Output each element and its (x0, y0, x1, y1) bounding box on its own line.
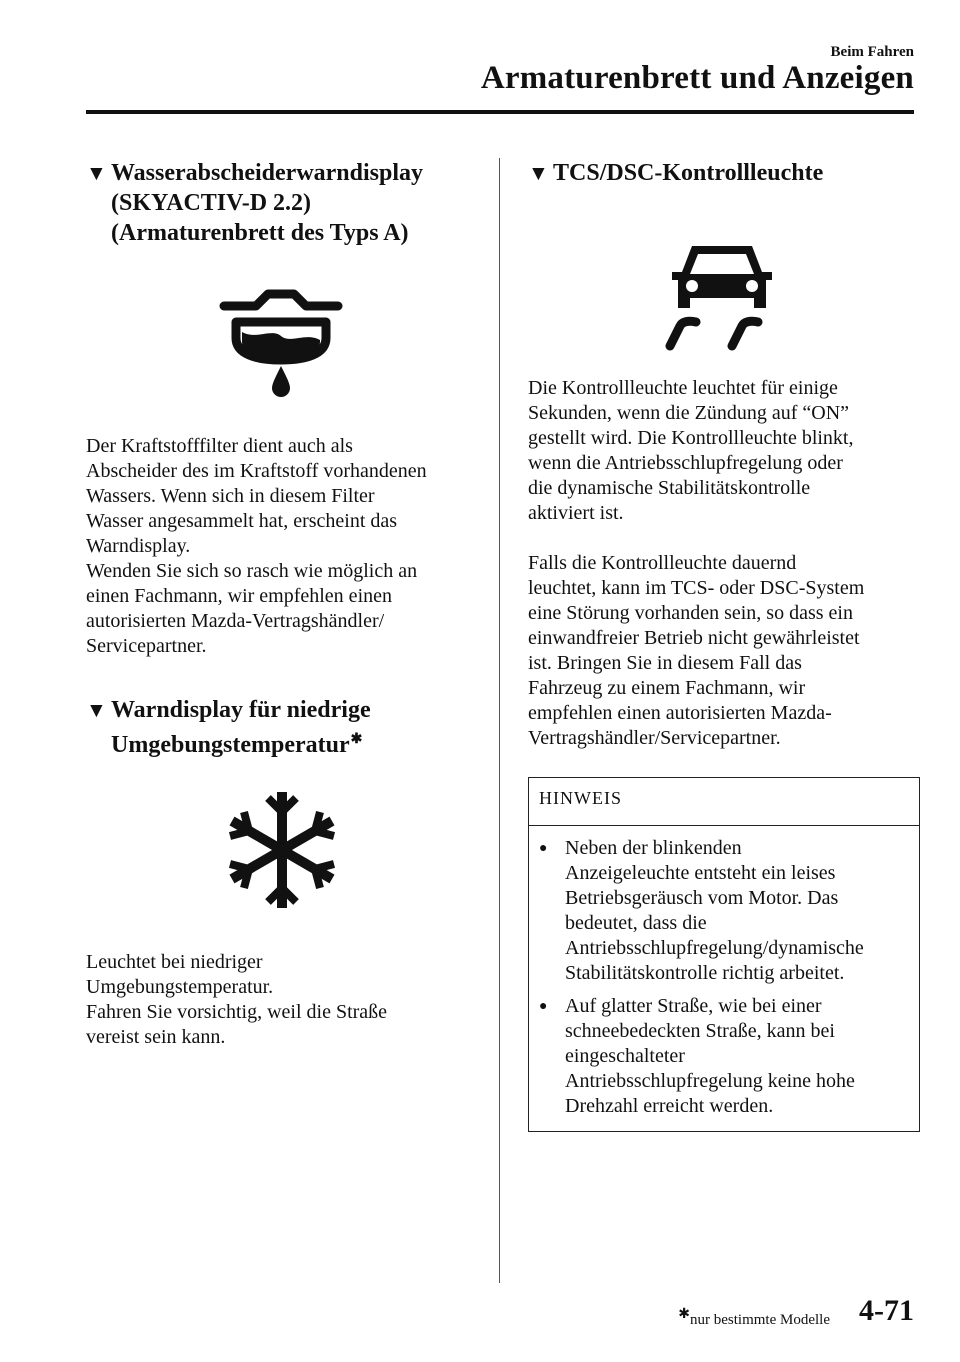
column-divider (499, 158, 500, 1283)
note-list-item: ● Neben der blinkenden Anzeigeleuchte entsteht ein leises Betriebsgeräusch vom Motor. Das bedeutet, dass die Antriebsschlupfregelung/dynamische Stabilitätskontrolle richtig arbeitet. (539, 837, 864, 984)
water-separator-warning-icon (86, 248, 476, 434)
right-column (528, 158, 920, 1132)
left-column (86, 158, 476, 1050)
heading-line: TCS/DSC-Kontrollleuchte (553, 160, 824, 186)
heading-line: (SKYACTIV-D 2.2) (111, 190, 312, 216)
heading-triangle-icon: ▼ (86, 698, 107, 722)
bullet-icon: ● (539, 999, 548, 1014)
optional-feature-star-icon: ✱ (678, 1307, 691, 1322)
skidding-car-icon (528, 188, 920, 376)
body-paragraph: Der Kraftstofffilter dient auch als Abscheider des im Kraftstoff vorhandenen Wassers. Wenn sich in diesem Filter Wasser angesammelt hat, erscheint das Warndisplay. Wenden Sie sich so rasch wie möglich an einen Fachmann, wir empfehlen einen autorisierten Mazda-Vertragshändler/ Servicepartner. (86, 435, 427, 657)
footer-note: ✱nur bestimmte Modelle (678, 1307, 830, 1328)
note-box (528, 777, 920, 1132)
heading-triangle-icon: ▼ (528, 161, 549, 185)
section-low-temperature (86, 695, 476, 1050)
heading-line: Umgebungstemperatur✱ (111, 732, 363, 758)
bullet-icon: ● (539, 841, 548, 856)
optional-feature-star-icon: ✱ (350, 732, 363, 747)
section-heading-low-temperature (86, 695, 476, 760)
note-heading: HINWEIS (529, 778, 919, 826)
heading-line: Warndisplay für niedrige (111, 697, 371, 723)
heading-line: Wasserabscheiderwarndisplay (111, 160, 424, 186)
note-list-item: ● Auf glatter Straße, wie bei einer schneebedeckten Straße, kann bei eingeschalteter Antriebsschlupfregelung keine hohe Drehzahl erreicht werden. (539, 995, 855, 1117)
page-number: 4-71 (859, 1294, 914, 1327)
running-header-title: Armaturenbrett und Anzeigen (480, 60, 914, 96)
running-header-kicker: Beim Fahren (830, 44, 914, 60)
body-paragraph: Leuchtet bei niedriger Umgebungstemperatur. Fahren Sie vorsichtig, weil die Straße vereist sein kann. (86, 951, 388, 1048)
note-body (529, 826, 919, 1131)
heading-line: (Armaturenbrett des Typs A) (111, 220, 409, 246)
section-tcs-dsc (528, 158, 920, 1132)
section-heading-tcs-dsc (528, 158, 920, 188)
body-paragraph: Die Kontrollleuchte leuchtet für einige Sekunden, wenn die Zündung auf “ON” gestellt wird. Die Kontrollleuchte blinkt, wenn die Antriebsschlupfregelung oder die dynamische Stabilitätskontrolle aktiviert ist. (528, 377, 854, 524)
section-water-separator (86, 158, 476, 659)
header-rule (86, 110, 914, 114)
heading-triangle-icon: ▼ (86, 161, 107, 185)
snowflake-icon (86, 760, 476, 950)
body-paragraph: Falls die Kontrollleuchte dauernd leuchtet, kann im TCS- oder DSC-System eine Störung vorhanden sein, so dass ein einwandfreier Betrieb nicht gewährleistet ist. Bringen Sie in diesem Fall das Fahrzeug zu einem Fachmann, wir empfehlen einen autorisierten Mazda- Vertragshändler/Servicepartner. (528, 552, 865, 749)
section-heading-water-separator (86, 158, 476, 248)
